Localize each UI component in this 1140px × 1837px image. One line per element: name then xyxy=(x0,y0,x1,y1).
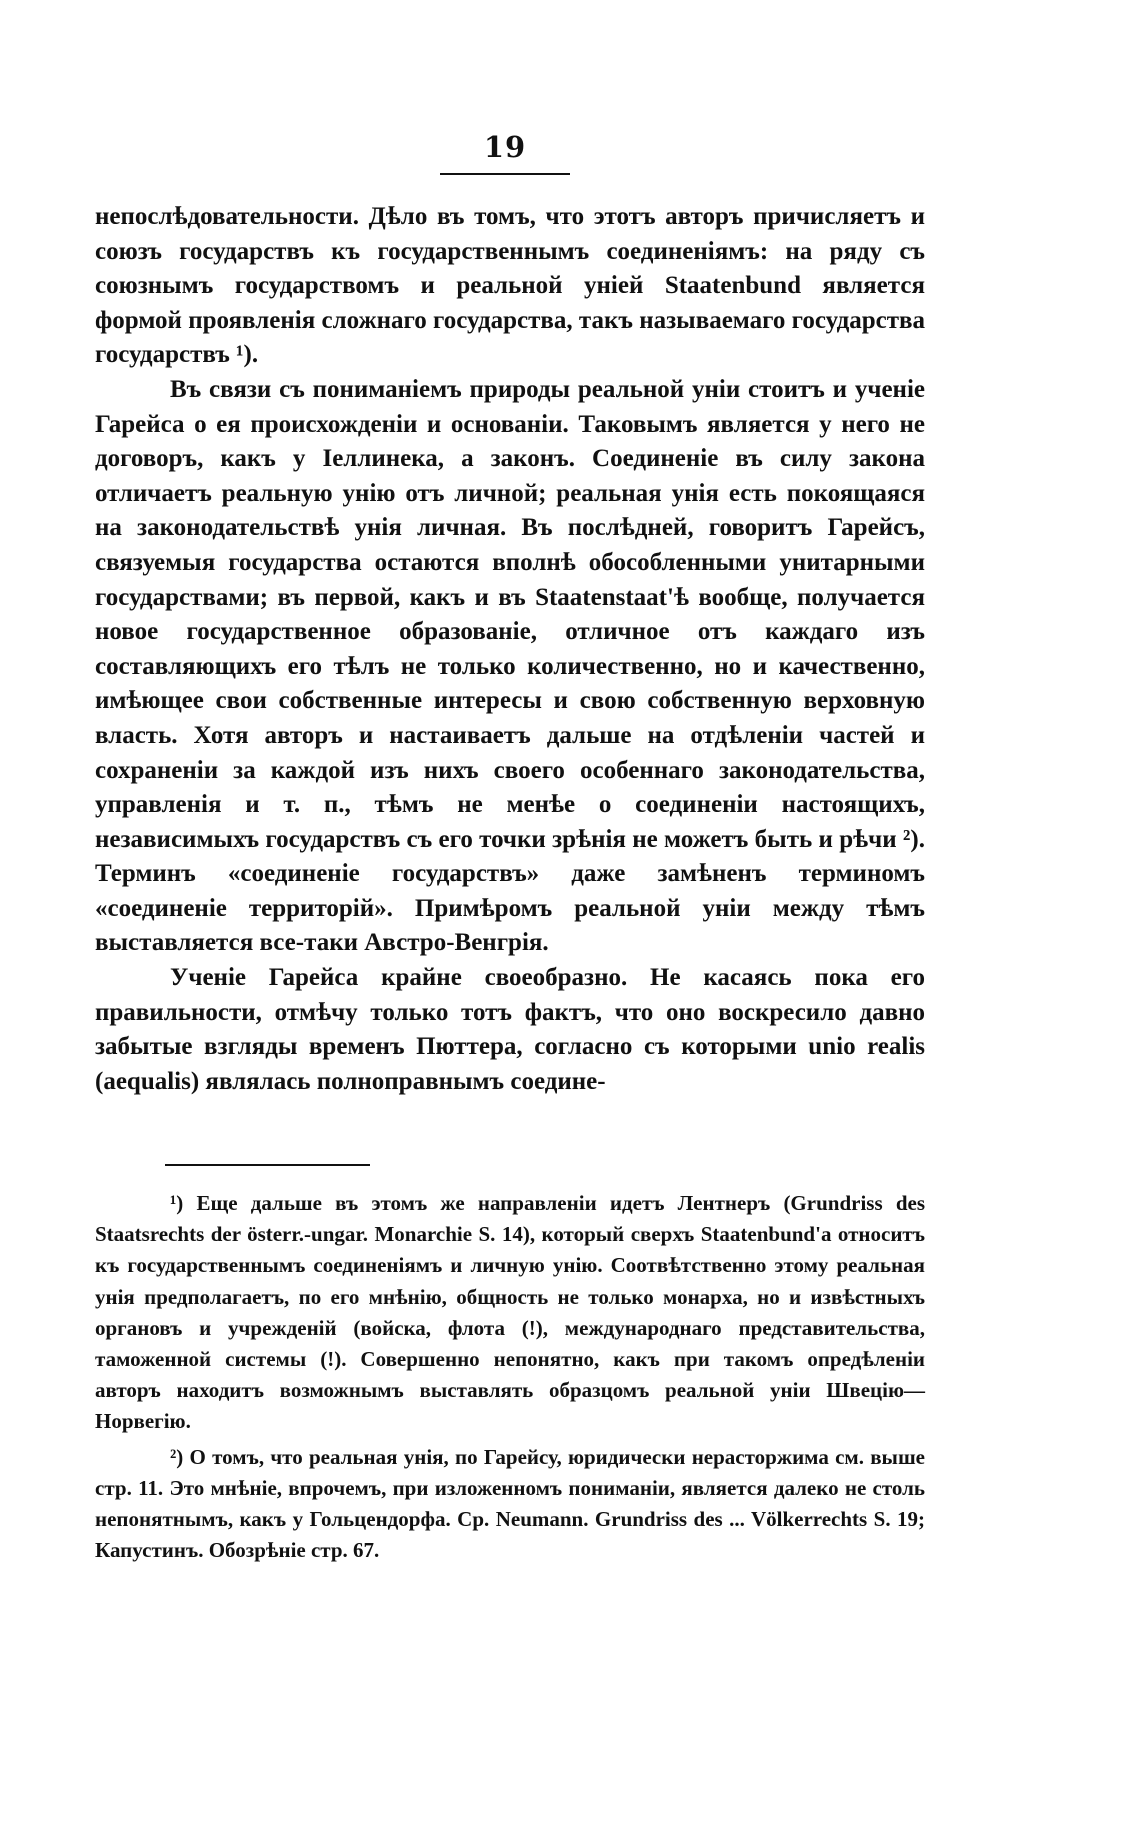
page-number-underline xyxy=(440,173,570,175)
footnote-1: ¹) Еще дальше въ этомъ же направленіи идетъ Лентнеръ (Grundriss des Staatsrechts der österr.-ungar. Monarchie S. 14), который сверхъ Staatenbund'а относитъ къ государственнымъ соединеніямъ и личную унію. Соотвѣтственно этому реальная унія предполагаетъ, по его мнѣнію, общность не только монарха, но и извѣстныхъ органовъ и учрежденій (войска, флота (!), международнаго представительства, таможенной системы (!). Совершенно непонятно, какъ при такомъ опредѣленіи авторъ находитъ возможнымъ выставлять образцомъ реальной уніи Швецію—Норвегію. xyxy=(95,1191,925,1434)
page-number: 19 xyxy=(483,130,527,164)
main-text xyxy=(95,200,925,1099)
footnote-separator xyxy=(165,1164,370,1166)
paragraph-2: Въ связи съ пониманіемъ природы реальной уніи стоитъ и ученіе Гарейса о ея происхожденіи и основаніи. Таковымъ является у него не договоръ, какъ у Іеллинека, а законъ. Соединеніе въ силу закона отличаетъ реальную унію отъ личной; реальная унія есть покоящаяся на законодательствѣ унія личная. Въ послѣдней, говоритъ Гарейсъ, связуемыя государства остаются вполнѣ обособленными унитарными государствами; въ первой, какъ и въ Staatenstaat'ѣ вообще, получается новое государственное образованіе, отличное отъ каждаго изъ составляющихъ его тѣлъ не только количественно, но и качественно, имѣющее свои собственные интересы и свою собственную верховную власть. Хотя авторъ и настаиваетъ дальше на отдѣленіи частей и сохраненіи за каждой изъ нихъ своего особеннаго законодательства, управленія и т. п., тѣмъ не менѣе о соединеніи настоящихъ, независимыхъ государствъ съ его точки зрѣнія не можетъ быть и рѣчи ²). Терминъ «соединеніе государствъ» даже замѣненъ терминомъ «соединеніе территорій». Примѣромъ реальной уніи между тѣмъ выставляется все-таки Австро-Венгрія. xyxy=(95,375,925,957)
footnotes xyxy=(95,1188,925,1566)
paragraph-1: непослѣдовательности. Дѣло въ томъ, что этотъ авторъ причисляетъ и союзъ государствъ къ государственнымъ соединеніямъ: на ряду съ союзнымъ государствомъ и реальной уніей Staatenbund является формой проявленія сложнаго государства, такъ называемаго государства государствъ ¹). xyxy=(95,203,925,369)
paragraph-3: Ученіе Гарейса крайне своеобразно. Не касаясь пока его правильности, отмѣчу только тотъ фактъ, что оно воскресило давно забытые взгляды временъ Пюттера, согласно съ которыми unio realis (aequalis) являлась полноправнымъ соедине- xyxy=(95,964,925,1095)
footnote-2: ²) О томъ, что реальная унія, по Гарейсу, юридически нерасторжима см. выше стр. 11. Это мнѣніе, впрочемъ, при изложенномъ пониманіи, является далеко не столь непонятнымъ, какъ у Гольцендорфа. Ср. Neumann. Grundriss des ... Völkerrechts S. 19; Капустинъ. Обозрѣніе стр. 67. xyxy=(95,1444,925,1563)
